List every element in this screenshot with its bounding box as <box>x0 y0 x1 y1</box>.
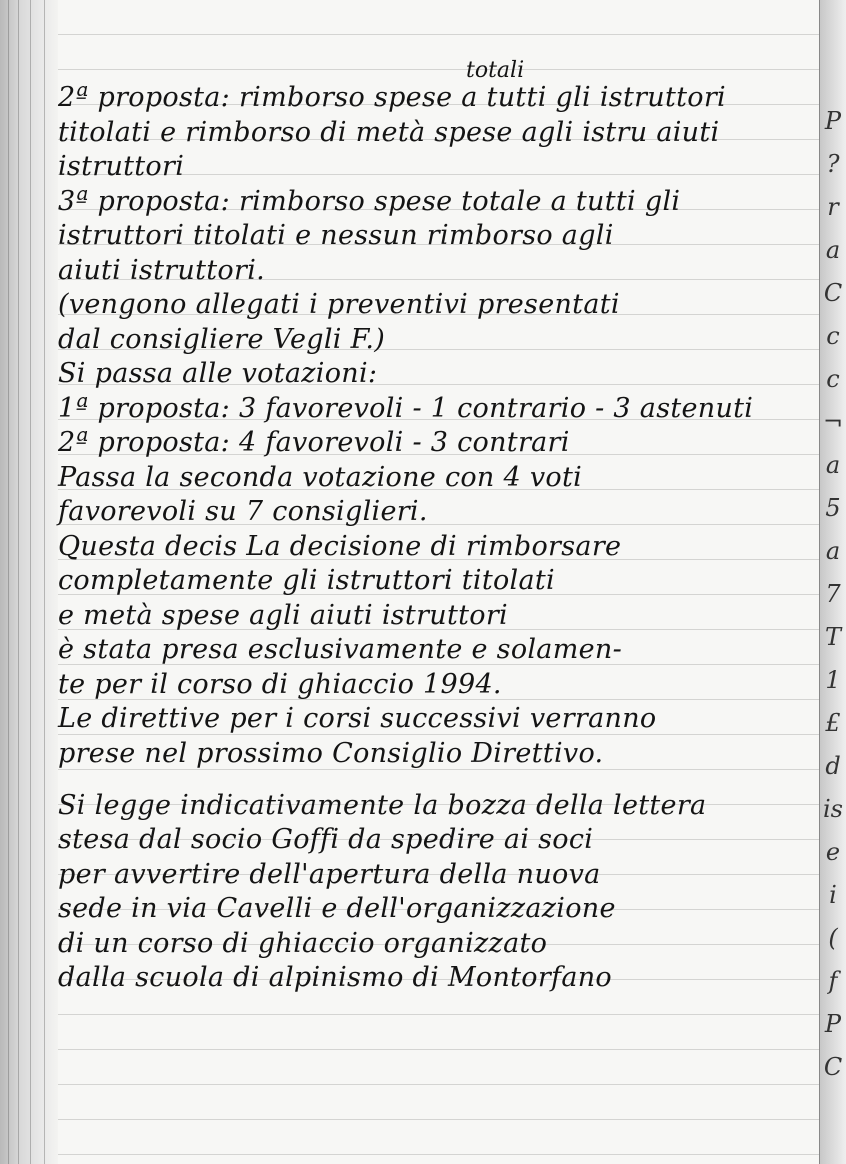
text-line: 3ª proposta: rimborso spese totale a tutti gli <box>58 185 681 217</box>
page-binding <box>0 0 58 1164</box>
margin-char: r <box>827 193 839 221</box>
insertion-annotation: totali <box>466 58 525 83</box>
text-line: istruttori <box>58 151 185 182</box>
text-line: (vengono allegati i preventivi presentati <box>58 289 620 320</box>
margin-char: £ <box>825 709 841 737</box>
text-line: dalla scuola di alpinismo di Montorfano <box>58 962 612 993</box>
text-line: dal consigliere Vegli F.) <box>58 323 386 355</box>
text-line: te per il corso di ghiaccio 1994. <box>58 668 502 700</box>
margin-char: a <box>825 537 841 565</box>
margin-char: ¬ <box>822 408 844 436</box>
binding-edge <box>8 0 9 1164</box>
text-line: di un corso di ghiaccio organizzato <box>58 927 548 959</box>
margin-char: i <box>829 881 837 909</box>
margin-char: 5 <box>825 494 841 522</box>
margin-char: C <box>823 1053 843 1081</box>
text-line: per avvertire dell'apertura della nuova <box>58 858 601 890</box>
margin-char: f <box>828 967 838 995</box>
text-line: completamente gli istruttori titolati <box>58 565 555 596</box>
text-line: stesa dal socio Goffi da spedire ai soci <box>58 824 594 855</box>
binding-edge <box>44 0 45 1164</box>
margin-char: d <box>825 752 841 780</box>
margin-char: 7 <box>825 580 841 608</box>
margin-char: P <box>824 1010 842 1038</box>
text-line: sede in via Cavelli e dell'organizzazione <box>58 893 616 924</box>
text-line: Si passa alle votazioni: <box>58 358 378 389</box>
margin-char: 1 <box>825 666 841 694</box>
text-line: prese nel prossimo Consiglio Direttivo. <box>58 737 604 769</box>
text-line: aiuti istruttori. <box>58 254 266 286</box>
binding-edge <box>18 0 19 1164</box>
adjacent-page-letters <box>822 100 844 1089</box>
text-line: istruttori titolati e nessun rimborso agli <box>58 220 614 251</box>
text-line: è stata presa esclusivamente e solamen- <box>58 634 622 665</box>
text-line: Questa decis La decisione di rimborsare <box>58 530 622 562</box>
text-line: Le direttive per i corsi successivi verranno <box>58 703 657 734</box>
margin-char: C <box>823 279 843 307</box>
margin-char: a <box>825 451 841 479</box>
margin-char: ( <box>828 924 838 952</box>
text-line: favorevoli su 7 consiglieri. <box>58 496 428 527</box>
margin-char: a <box>825 236 841 264</box>
margin-char: T <box>824 623 841 651</box>
text-line: 2ª proposta: 4 favorevoli - 3 contrari <box>58 427 570 458</box>
margin-char: c <box>826 365 840 393</box>
handwritten-text <box>58 82 814 997</box>
text-line: 2ª proposta: rimborso spese a tutti gli istruttori <box>58 82 726 113</box>
margin-char: P <box>824 107 842 135</box>
margin-char: e <box>825 838 841 866</box>
adjacent-page-edge <box>819 0 846 1164</box>
text-line: e metà spese agli aiuti istruttori <box>58 599 508 631</box>
text-line: Si legge indicativamente la bozza della lettera <box>58 789 707 821</box>
text-line: 1ª proposta: 3 favorevoli - 1 contrario - 3 astenuti <box>58 392 754 424</box>
margin-char: is <box>823 795 843 823</box>
text-line: titolati e rimborso di metà spese agli istru aiuti <box>58 116 720 148</box>
margin-char: c <box>826 322 840 350</box>
binding-edge <box>30 0 31 1164</box>
text-line: Passa la seconda votazione con 4 voti <box>58 461 583 493</box>
margin-char: ? <box>826 150 840 178</box>
